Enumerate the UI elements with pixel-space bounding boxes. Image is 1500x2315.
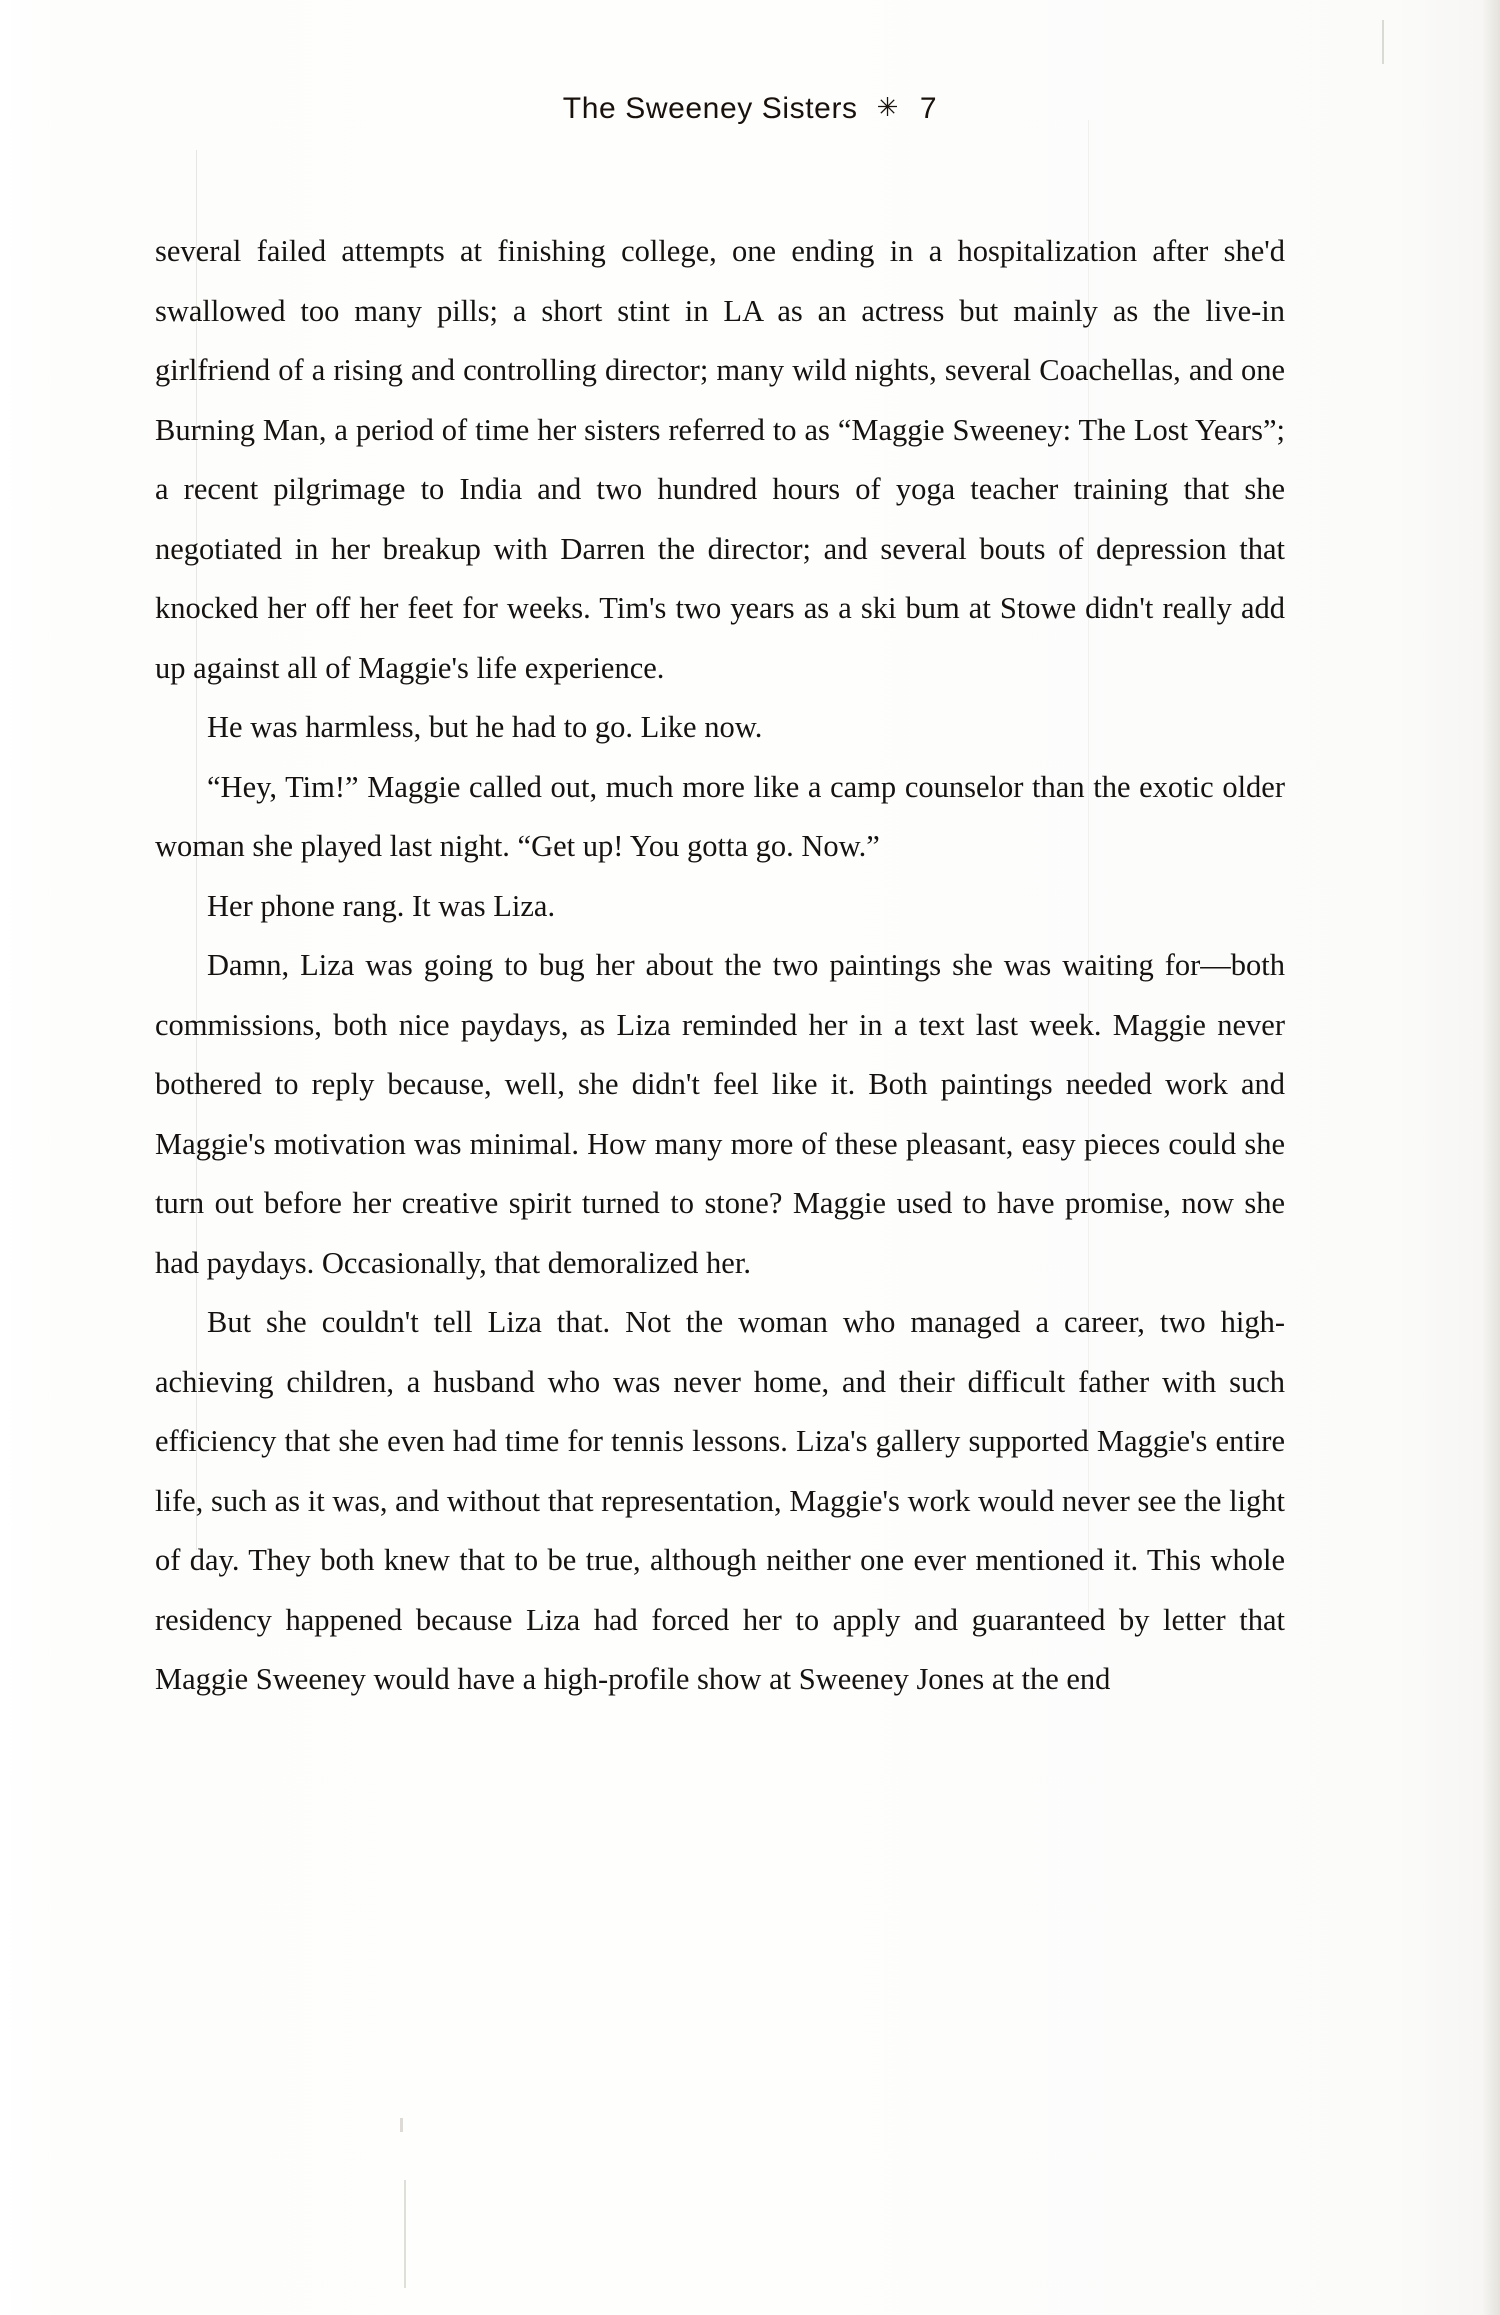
paragraph: “Hey, Tim!” Maggie called out, much more like a camp counselor than the exotic older woman she played last night. “Get up! You gotta go. Now.”	[155, 769, 1285, 863]
body-text	[155, 222, 1285, 1710]
paragraph: several failed attempts at finishing college, one ending in a hospitalization after she'd swallowed too many pills; a short stint in LA as an actress but mainly as the live-in girlfriend of a rising and controlling director; many wild nights, several Coachellas, and one Burning Man, a period of time her sisters referred to as “Maggie Sweeney: The Lost Years”; a recent pilgrimage to India and two hundred hours of yoga teacher training that she negotiated in her breakup with Darren the director; and several bouts of depression that knocked her off her feet for weeks. Tim's two years as a ski bum at Stowe didn't really add up against all of Maggie's life experience.	[155, 234, 1285, 685]
paragraph: But she couldn't tell Liza that. Not the woman who managed a career, two high-achieving children, a husband who was never home, and their difficult father with such efficiency that she even had time for tennis lessons. Liza's gallery supported Maggie's entire life, such as it was, and without that representation, Maggie's work would never see the light of day. They both knew that to be true, although neither one ever mentioned it. This whole residency happened because Liza had forced her to apply and guaranteed by letter that Maggie Sweeney would have a high-profile show at Sweeney Jones at the end	[155, 1305, 1285, 1696]
paragraph: Damn, Liza was going to bug her about the two paintings she was waiting for—both commissions, both nice paydays, as Liza reminded her in a text last week. Maggie never bothered to reply because, well, she didn't feel like it. Both paintings needed work and Maggie's motivation was minimal. How many more of these pleasant, easy pieces could she turn out before her creative spirit turned to stone? Maggie used to have promise, now she had paydays. Occasionally, that demoralized her.	[155, 948, 1285, 1280]
paragraph: He was harmless, but he had to go. Like now.	[207, 710, 763, 744]
running-head	[0, 92, 1500, 126]
page-number: 7	[919, 92, 938, 125]
asterisk-ornament-icon: ✳	[876, 92, 899, 122]
paragraph: Her phone rang. It was Liza.	[207, 888, 556, 923]
running-head-title: The Sweeney Sisters	[562, 92, 858, 125]
